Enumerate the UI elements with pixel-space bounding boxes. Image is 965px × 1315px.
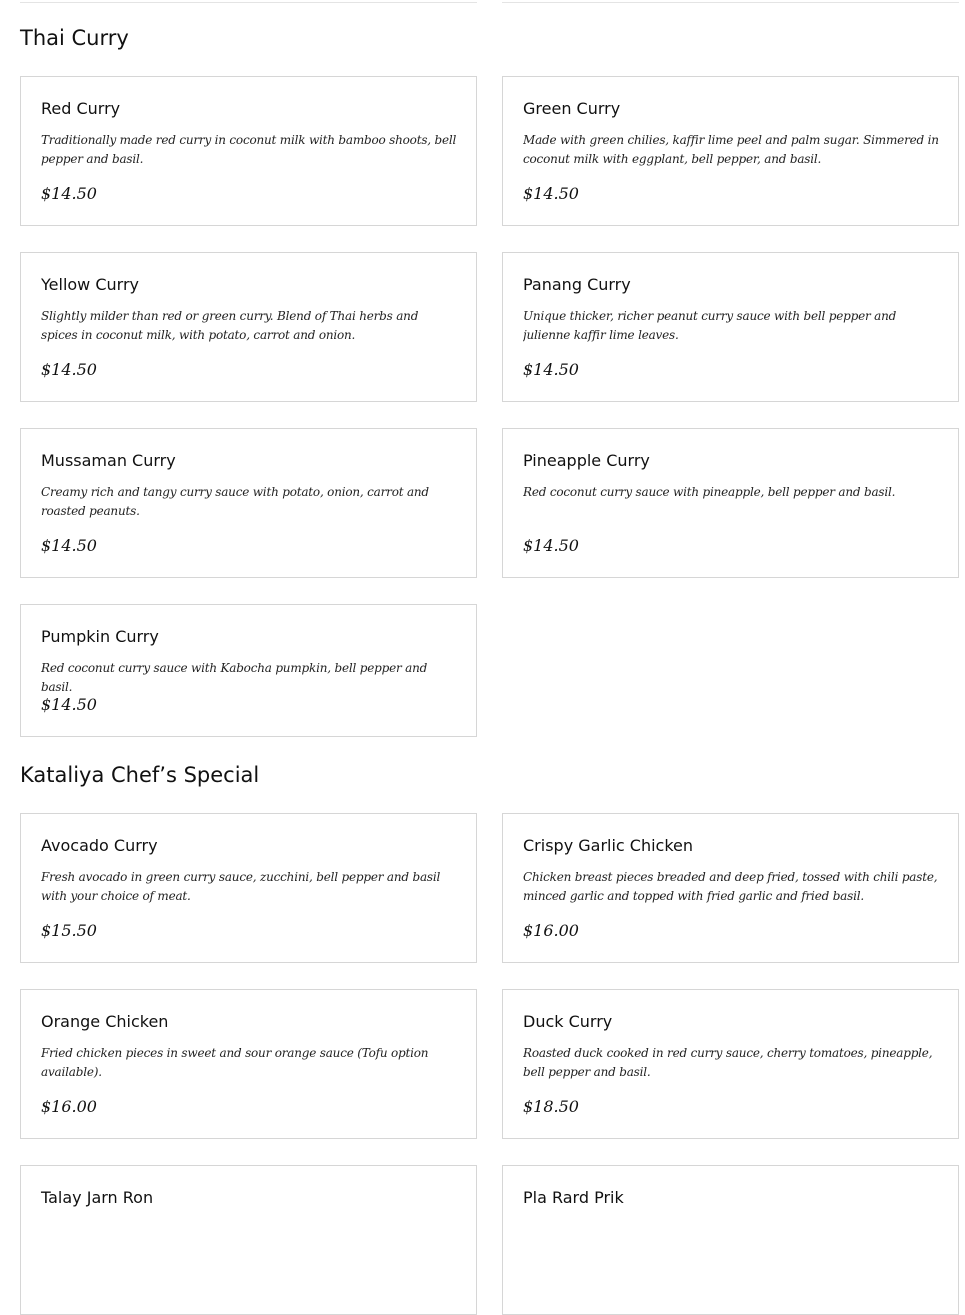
- menu-item-name: Green Curry: [523, 99, 621, 118]
- menu-item-description: Creamy rich and tangy curry sauce with potato, onion, carrot and roasted peanuts.: [41, 485, 429, 518]
- menu-item-name: Crispy Garlic Chicken: [523, 836, 694, 855]
- menu-item-card[interactable]: [502, 1165, 959, 1315]
- menu-item-card[interactable]: [20, 989, 477, 1139]
- menu-item-description: Slightly milder than red or green curry. Blend of Thai herbs and spices in coconut milk, with potato, carrot and onion.: [41, 309, 419, 342]
- menu-item-description: Fresh avocado in green curry sauce, zucchini, bell pepper and basil with your choice of meat.: [41, 870, 441, 903]
- menu-item-price: $14.50: [41, 184, 97, 203]
- previous-card-edge: [20, 0, 477, 3]
- menu-item-price: $14.50: [41, 695, 97, 714]
- section-title-chefs-special: Kataliya Chef’s Special: [20, 763, 260, 787]
- menu-item-name: Talay Jarn Ron: [41, 1188, 154, 1207]
- menu-item-price: $14.50: [41, 360, 97, 379]
- menu-item-name: Yellow Curry: [41, 275, 139, 294]
- menu-item-card[interactable]: [20, 76, 477, 226]
- previous-card-edge: [502, 0, 959, 3]
- menu-item-name: Red Curry: [41, 99, 121, 118]
- menu-item-description: Red coconut curry sauce with pineapple, bell pepper and basil.: [523, 485, 896, 499]
- menu-item-price: $14.50: [41, 536, 97, 555]
- menu-item-description: Roasted duck cooked in red curry sauce, cherry tomatoes, pineapple, bell pepper and basil.: [523, 1046, 933, 1079]
- menu-item-card[interactable]: [502, 428, 959, 578]
- menu-item-name: Pineapple Curry: [523, 451, 650, 470]
- menu-item-price: $14.50: [523, 184, 579, 203]
- menu-item-price: $14.50: [523, 360, 579, 379]
- menu-item-name: Duck Curry: [523, 1012, 613, 1031]
- menu-item-description: Fried chicken pieces in sweet and sour orange sauce (Tofu option available).: [41, 1046, 429, 1079]
- menu-item-price: $15.50: [41, 921, 97, 940]
- menu-item-card[interactable]: [502, 252, 959, 402]
- menu-item-card[interactable]: [20, 252, 477, 402]
- menu-item-name: Pumpkin Curry: [41, 627, 159, 646]
- menu-item-price: $14.50: [523, 536, 579, 555]
- menu-item-description: Chicken breast pieces breaded and deep fried, tossed with chili paste, minced garlic and topped with fried garlic and fried basil.: [523, 870, 938, 903]
- menu-item-description: Red coconut curry sauce with Kabocha pumpkin, bell pepper and basil.: [41, 661, 428, 694]
- menu-item-name: Panang Curry: [523, 275, 631, 294]
- menu-item-card[interactable]: [20, 428, 477, 578]
- menu-item-card[interactable]: [502, 76, 959, 226]
- menu-item-description: Unique thicker, richer peanut curry sauce with bell pepper and julienne kaffir lime leaves.: [523, 309, 897, 342]
- menu-item-name: Orange Chicken: [41, 1012, 169, 1031]
- menu-item-name: Avocado Curry: [41, 836, 158, 855]
- menu-item-name: Mussaman Curry: [41, 451, 176, 470]
- section-title-thai-curry: Thai Curry: [20, 26, 129, 50]
- menu-item-price: $16.00: [523, 921, 579, 940]
- menu-item-card[interactable]: [20, 813, 477, 963]
- menu-item-card[interactable]: [20, 1165, 477, 1315]
- menu-item-card[interactable]: [502, 813, 959, 963]
- menu-item-card[interactable]: [502, 989, 959, 1139]
- menu-item-price: $16.00: [41, 1097, 97, 1116]
- menu-item-description: Traditionally made red curry in coconut milk with bamboo shoots, bell pepper and basil.: [41, 133, 457, 166]
- menu-item-name: Pla Rard Prik: [523, 1188, 624, 1207]
- menu-item-description: Made with green chilies, kaffir lime peel and palm sugar. Simmered in coconut milk with eggplant, bell pepper, and basil.: [523, 133, 939, 166]
- menu-item-card[interactable]: [20, 604, 477, 737]
- menu-item-price: $18.50: [523, 1097, 579, 1116]
